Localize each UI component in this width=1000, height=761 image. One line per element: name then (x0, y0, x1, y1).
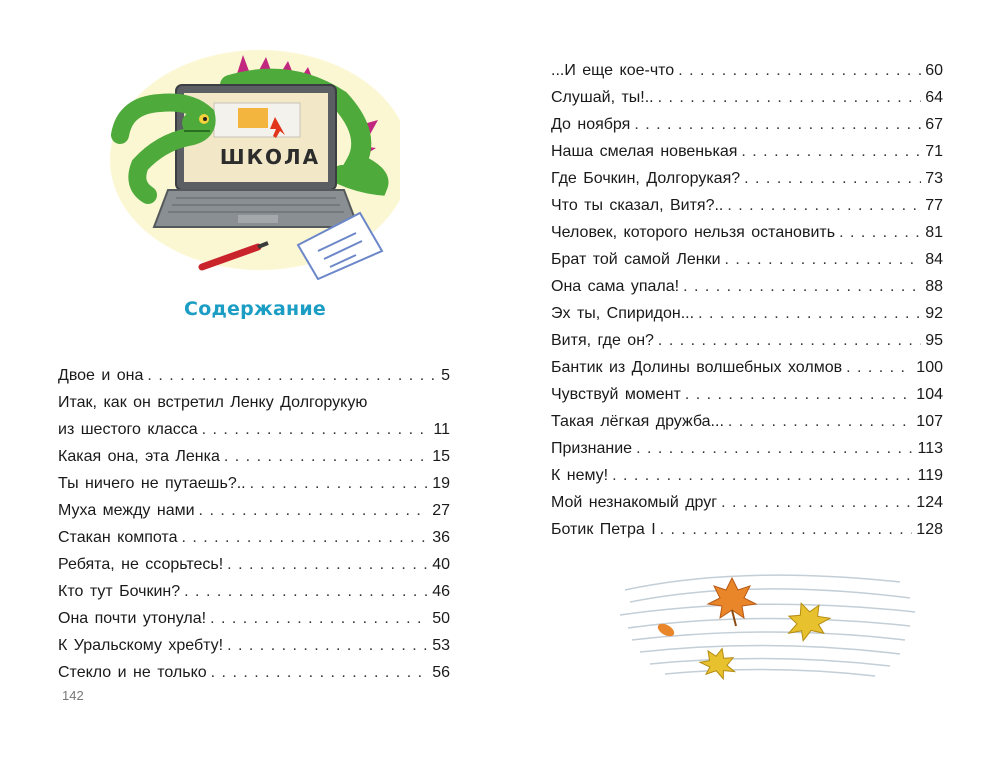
page-number: 142 (62, 688, 84, 703)
dot-leader (250, 470, 429, 497)
dot-leader (839, 219, 921, 246)
toc-entry-page: 71 (925, 143, 943, 160)
toc-title: Содержание (184, 298, 326, 320)
dot-leader (636, 435, 913, 462)
toc-entry[interactable] (551, 327, 943, 354)
toc-entry-page: 84 (925, 251, 943, 268)
dot-leader (725, 246, 922, 273)
toc-entry[interactable] (58, 362, 450, 389)
toc-entry-title: Какая она, эта Ленка (58, 448, 220, 465)
toc-entry[interactable] (551, 381, 943, 408)
dot-leader (634, 111, 921, 138)
toc-entry-page: 88 (925, 278, 943, 295)
toc-entry[interactable] (58, 659, 450, 686)
maple-leaf-icon (697, 644, 739, 681)
toc-entry[interactable] (58, 470, 450, 497)
toc-entry-page: 128 (916, 521, 943, 538)
toc-entry[interactable] (58, 443, 450, 470)
toc-entry-page: 36 (432, 529, 450, 546)
toc-entry-title: До ноября (551, 116, 631, 133)
toc-left-column (58, 362, 450, 686)
toc-entry-page: 11 (433, 421, 450, 438)
dot-leader (224, 443, 428, 470)
toc-entry-title: Эх ты, Спиридон... (551, 305, 695, 322)
toc-entry-title: Стекло и не только (58, 664, 207, 681)
dot-leader (683, 273, 921, 300)
toc-entry[interactable] (551, 111, 943, 138)
toc-entry[interactable] (551, 246, 943, 273)
toc-entry[interactable] (58, 632, 450, 659)
laptop-screen-label: ШКОЛА (219, 145, 321, 169)
toc-entry-page: 107 (916, 413, 943, 430)
maple-leaf-icon (780, 596, 834, 645)
toc-entry-title: Слушай, ты!.. (551, 89, 654, 106)
toc-entry[interactable] (551, 165, 943, 192)
toc-entry-page: 56 (432, 664, 450, 681)
dot-leader (727, 192, 921, 219)
toc-entry-page: 53 (432, 637, 450, 654)
dot-leader (199, 497, 429, 524)
toc-entry-title: Наша смелая новенькая (551, 143, 738, 160)
toc-entry-title: К Уральскому хребту! (58, 637, 224, 654)
dot-leader (612, 462, 913, 489)
dot-leader (181, 524, 428, 551)
dot-leader (202, 416, 430, 443)
toc-entry[interactable] (551, 273, 943, 300)
toc-right-column (551, 57, 943, 543)
dot-leader (211, 659, 429, 686)
toc-entry-page: 67 (925, 116, 943, 133)
toc-entry[interactable] (58, 497, 450, 524)
toc-entry-page: 73 (925, 170, 943, 187)
dot-leader (227, 551, 428, 578)
toc-entry-title: Витя, где он? (551, 332, 654, 349)
dot-leader (698, 300, 921, 327)
dot-leader (741, 138, 921, 165)
toc-entry-title: Итак, как он встретил Ленку Долгорукую (58, 394, 368, 411)
toc-entry-title: Ты ничего не путаешь?.. (58, 475, 246, 492)
toc-entry-title: Чувствуй момент (551, 386, 681, 403)
dot-leader (184, 578, 428, 605)
toc-entry-page: 50 (432, 610, 450, 627)
dot-leader (721, 489, 912, 516)
dot-leader (658, 327, 921, 354)
toc-entry-title: Она почти утонула! (58, 610, 207, 627)
toc-entry-title: Такая лёгкая дружба... (551, 413, 724, 430)
dot-leader (210, 605, 428, 632)
toc-entry-page: 119 (917, 467, 943, 484)
toc-entry[interactable] (551, 192, 943, 219)
dot-leader (685, 381, 912, 408)
toc-entry-page: 27 (432, 502, 450, 519)
dot-leader (660, 516, 913, 543)
toc-entry-page: 64 (925, 89, 943, 106)
toc-entry-title: Стакан компота (58, 529, 178, 546)
toc-entry-page: 92 (925, 305, 943, 322)
toc-entry[interactable] (551, 489, 943, 516)
toc-entry-page: 81 (925, 224, 943, 241)
toc-entry-title: Человек, которого нельзя остановить (551, 224, 836, 241)
toc-entry-title: Муха между нами (58, 502, 195, 519)
dot-leader (744, 165, 921, 192)
toc-entry-title: Бантик из Долины волшебных холмов (551, 359, 843, 376)
toc-entry-page: 113 (917, 440, 943, 457)
toc-entry-title: Признание (551, 440, 633, 457)
toc-entry-title: Брат той самой Ленки (551, 251, 721, 268)
toc-entry[interactable] (551, 516, 943, 543)
toc-entry[interactable] (58, 578, 450, 605)
toc-entry-title: Двое и она (58, 367, 144, 384)
toc-entry-title: К нему! (551, 467, 609, 484)
toc-entry[interactable] (551, 408, 943, 435)
toc-entry[interactable] (551, 300, 943, 327)
toc-entry-title: Где Бочкин, Долгорукая? (551, 170, 741, 187)
toc-entry[interactable] (551, 57, 943, 84)
toc-entry-page: 100 (916, 359, 943, 376)
dot-leader (678, 57, 921, 84)
toc-entry-title-continued: из шестого класса (58, 421, 198, 438)
dot-leader (846, 354, 912, 381)
toc-entry-title: Она сама упала! (551, 278, 680, 295)
toc-entry-title: Мой незнакомый друг (551, 494, 718, 511)
autumn-leaves-illustration (620, 560, 920, 685)
toc-entry[interactable] (58, 605, 450, 632)
toc-entry[interactable] (551, 219, 943, 246)
toc-entry[interactable] (551, 435, 943, 462)
toc-entry-page: 77 (925, 197, 943, 214)
toc-entry-title: Ребята, не ссорьтесь! (58, 556, 224, 573)
toc-entry-page: 15 (432, 448, 450, 465)
toc-entry-page: 124 (916, 494, 943, 511)
dot-leader (227, 632, 428, 659)
toc-entry-page: 104 (916, 386, 943, 403)
toc-entry-page: 95 (925, 332, 943, 349)
dot-leader (147, 362, 437, 389)
toc-entry-page: 60 (925, 62, 943, 79)
toc-entry-title: Кто тут Бочкин? (58, 583, 181, 600)
dot-leader (658, 84, 922, 111)
toc-entry[interactable] (551, 462, 943, 489)
toc-entry-title: Что ты сказал, Витя?.. (551, 197, 724, 214)
toc-entry[interactable] (551, 84, 943, 111)
toc-entry-page: 40 (432, 556, 450, 573)
toc-entry[interactable] (551, 354, 943, 381)
toc-entry[interactable] (58, 524, 450, 551)
toc-entry-page: 46 (432, 583, 450, 600)
toc-entry[interactable] (58, 389, 450, 443)
toc-entry[interactable] (551, 138, 943, 165)
toc-entry-title: Ботик Петра I (551, 521, 656, 538)
toc-entry-page: 19 (432, 475, 450, 492)
dot-leader (728, 408, 912, 435)
toc-entry-title: ...И еще кое-что (551, 62, 675, 79)
toc-entry[interactable] (58, 551, 450, 578)
laptop-dragon-illustration (110, 45, 400, 280)
toc-entry-page: 5 (441, 367, 450, 384)
